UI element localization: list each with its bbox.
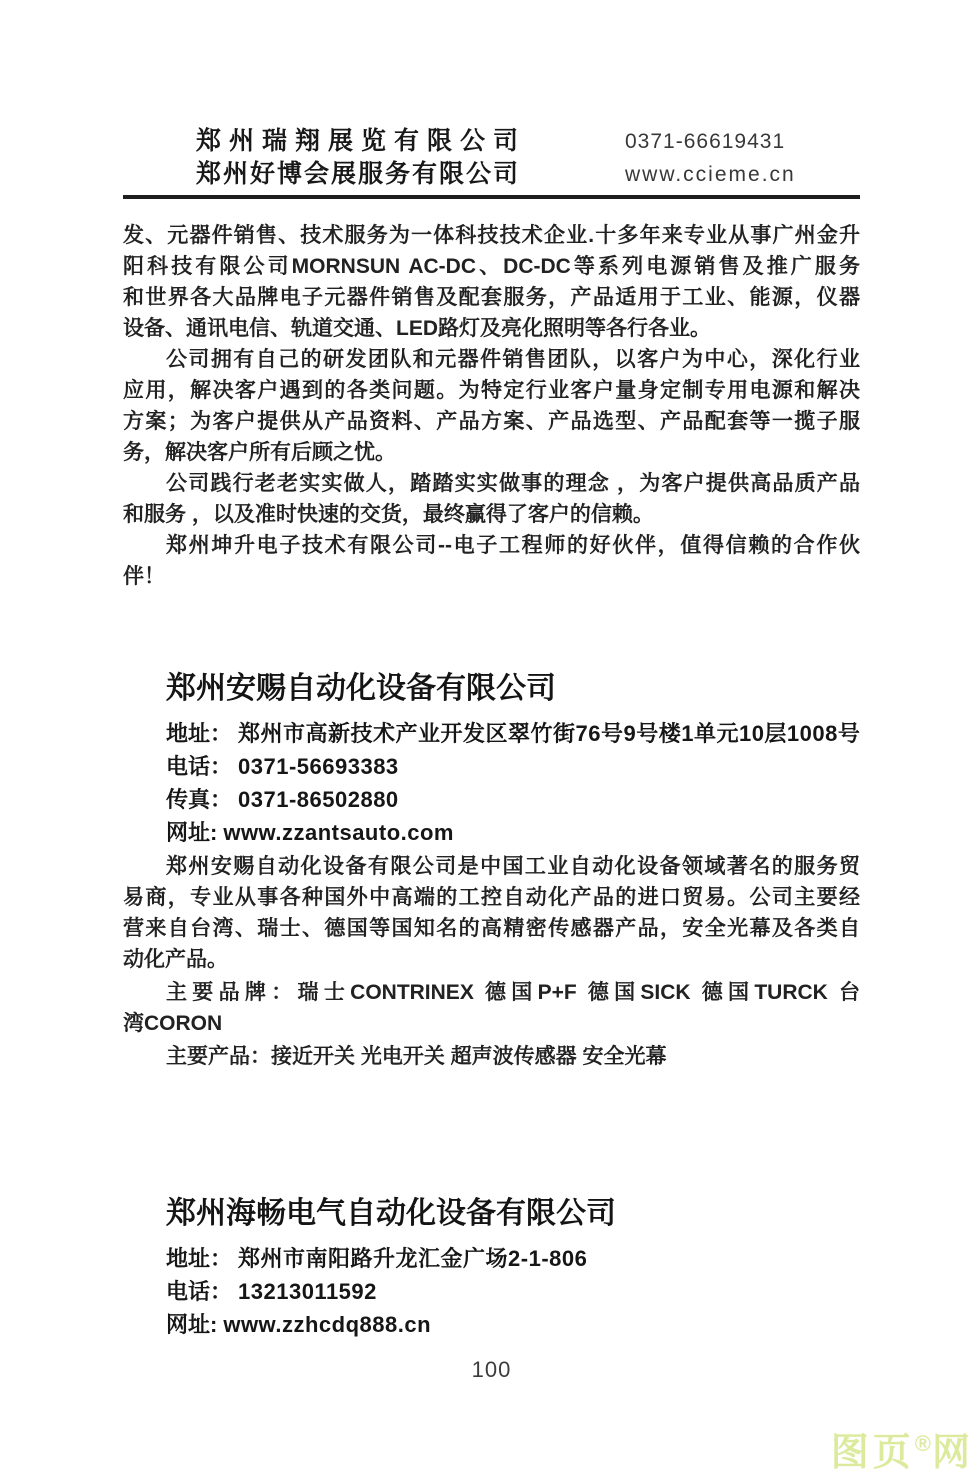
contact-label: 地址： — [166, 721, 233, 746]
text-line: 易商，专业从事各种国外中高端的工控自动化产品的进口贸易。公司主要经 — [123, 886, 860, 909]
header-divider — [123, 195, 860, 199]
company-section — [123, 1195, 860, 1341]
page-number: 100 — [471, 1357, 512, 1382]
contact-row — [166, 1242, 860, 1275]
registered-trademark-icon: ® — [914, 1431, 931, 1457]
contact-value: www.zzantsauto.com — [223, 820, 454, 845]
contact-row — [166, 816, 860, 849]
contact-row — [166, 717, 860, 750]
contact-row — [166, 783, 860, 816]
header-phone: 0371-66619431 — [625, 130, 786, 153]
company-paragraph — [123, 851, 860, 975]
text-line: 设备、通讯电信、轨道交通、LED路灯及亮化照明等各行各业。 — [123, 317, 711, 340]
header-organizer-names — [196, 125, 526, 191]
company-name: 郑州海畅电气自动化设备有限公司 — [166, 1197, 616, 1230]
text-line: 应用，解决客户遇到的各类问题。为特定行业客户量身定制专用电源和解决 — [123, 379, 860, 402]
company-section — [123, 670, 860, 1072]
contact-value: 0371-86502880 — [238, 787, 399, 812]
text-line: 公司拥有自己的研发团队和元器件销售团队，以客户为中心，深化行业 — [166, 348, 860, 371]
text-line: 湾CORON — [123, 1012, 223, 1035]
company-paragraph — [123, 977, 860, 1039]
header-company-line1: 郑州瑞翔展览有限公司 — [196, 127, 527, 155]
intro-paragraph — [123, 344, 860, 468]
intro-paragraph — [123, 220, 860, 344]
contact-label: 电话： — [166, 754, 233, 779]
contact-row — [166, 1275, 860, 1308]
contact-row — [166, 750, 860, 783]
intro-paragraph — [123, 468, 860, 530]
contact-label: 电话： — [166, 1279, 233, 1304]
intro-section — [123, 220, 860, 592]
company-name: 郑州安赐自动化设备有限公司 — [166, 672, 556, 705]
text-line: 伴！ — [123, 565, 165, 588]
text-line: 公司践行老老实实做人，踏踏实实做事的理念 ，为客户提供高品质产品 — [166, 472, 860, 495]
contact-value: 郑州市南阳路升龙汇金广场2-1-806 — [238, 1246, 588, 1271]
contact-value: 郑州市高新技术产业开发区翠竹街76号9号楼1单元10层1008号 — [238, 721, 861, 746]
contact-label: 网址: — [166, 820, 218, 845]
text-line: 和服务 ，以及准时快速的交货，最终赢得了客户的信赖。 — [123, 503, 654, 526]
watermark-text-right: 网 — [931, 1432, 974, 1474]
contact-row — [166, 1308, 860, 1341]
header-contact-block — [625, 125, 860, 191]
text-line: 主要品牌：瑞士CONTRINEX 德国P+F 德国SICK 德国TURCK 台 — [166, 981, 860, 1004]
contact-value: 13213011592 — [238, 1279, 377, 1304]
contact-value: www.zzhcdq888.cn — [223, 1312, 432, 1337]
company-contacts — [166, 717, 860, 849]
header-company-line2: 郑州好博会展服务有限公司 — [196, 160, 521, 188]
text-line: 动化产品。 — [123, 948, 228, 971]
header-website: www.ccieme.cn — [625, 163, 796, 186]
contact-value: 0371-56693383 — [238, 754, 399, 779]
watermark-text-left: 图页 — [830, 1432, 915, 1474]
company-paragraph — [123, 1041, 860, 1072]
watermark-tuye — [830, 1431, 974, 1474]
intro-paragraph — [123, 530, 860, 592]
contact-label: 传真： — [166, 787, 233, 812]
companies-section — [123, 670, 860, 1341]
text-line: 阳科技有限公司MORNSUN AC-DC、DC-DC等系列电源销售及推广服务 — [123, 255, 860, 278]
text-line: 发、元器件销售、技术服务为一体科技技术企业.十多年来专业从事广州金升 — [123, 224, 860, 247]
text-line: 郑州坤升电子技术有限公司--电子工程师的好伙伴，值得信赖的合作伙 — [166, 534, 860, 557]
text-line: 务，解决客户所有后顾之忧。 — [123, 441, 396, 464]
text-line: 营来自台湾、瑞士、德国等国知名的高精密传感器产品，安全光幕及各类自 — [123, 917, 860, 940]
page-header — [123, 125, 860, 191]
text-line: 郑州安赐自动化设备有限公司是中国工业自动化设备领域著名的服务贸 — [166, 855, 860, 878]
text-line: 方案；为客户提供从产品资料、产品方案、产品选型、产品配套等一揽子服 — [123, 410, 860, 433]
contact-label: 地址： — [166, 1246, 233, 1271]
text-line: 主要产品：接近开关 光电开关 超声波传感器 安全光幕 — [166, 1045, 667, 1068]
text-line: 和世界各大品牌电子元器件销售及配套服务，产品适用于工业、能源，仪器 — [123, 286, 860, 309]
contact-label: 网址: — [166, 1312, 218, 1337]
company-contacts — [166, 1242, 860, 1341]
